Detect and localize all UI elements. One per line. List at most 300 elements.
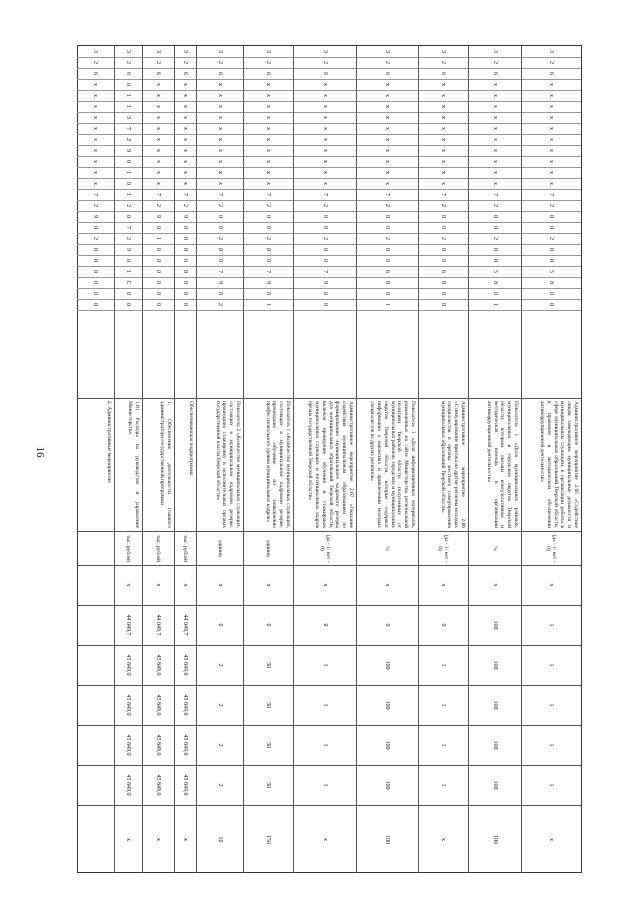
code-cell: 9 [115,145,142,157]
code-cell: 6 [522,68,581,80]
code-cell: 8 [522,277,581,289]
code-cell: 7 [197,266,243,278]
code-cell: х [357,79,418,91]
code-cell: х [357,90,418,102]
code-cell: 0 [294,299,356,311]
classification-codes [469,46,521,399]
code-cell: 6 [294,68,356,80]
value-cell: 45 849,0 [143,765,174,806]
value-cell: х [548,838,555,841]
code-cell: 2 [294,200,356,212]
code-cell: х [469,167,521,179]
code-cell: 0 [197,255,243,267]
code-cell: 0 [419,299,468,311]
code-cell: х [175,123,196,135]
value-cell: х [522,565,581,606]
code-cell: х [294,156,356,168]
value-cell: 44 049,7 [143,605,174,646]
code-cell: х [522,90,581,102]
activity-description: Административное мероприятие 2.06 «Стимулирование притока на другие регионы молодых специалистов в органы местного самоуправления муниципальных образований Тверской области» [419,398,468,532]
code-cell: 2 [469,233,521,245]
code-cell: х [357,145,418,157]
value-cell: 45 849,0 [143,685,174,726]
value-cell: х [469,565,521,606]
code-cell: 0 [244,288,293,300]
unit-of-measure: (да - 1/ нет - 0) [419,532,468,566]
code-cell: х [469,134,521,146]
classification-codes [143,46,174,399]
code-cell: 2 [419,57,468,69]
value-cell: х [440,838,447,841]
code-cell: 2 [115,233,142,245]
value-cell: 1 [294,685,356,726]
code-cell: 0 [522,244,581,256]
code-cell: 0 [419,255,468,267]
code-cell: 2 [197,57,243,69]
code-cell: х [294,123,356,135]
code-cell: х [77,123,114,135]
value-cell: 1 [419,685,468,726]
code-cell: х [77,79,114,91]
code-cell: 0 [175,255,196,267]
code-cell: 2 [197,200,243,212]
code-cell: х [522,156,581,168]
table-row [293,46,356,873]
value-cell [77,645,114,686]
code-cell: 3 [175,46,196,58]
classification-codes [357,46,418,399]
code-cell: х [522,178,581,190]
code-cell: 6 [115,68,142,80]
value-cell: 45 849,0 [143,645,174,686]
value-cell: 100 [469,765,521,806]
code-cell: х [294,90,356,102]
code-cell: х [469,156,521,168]
code-cell: 0 [357,222,418,234]
code-cell: 0 [197,244,243,256]
code-cell: х [143,178,174,190]
code-cell: х [522,167,581,179]
code-cell: х [469,145,521,157]
code-cell: 0 [115,211,142,223]
value-cell: х [125,838,132,841]
page-number: 16 [34,446,46,458]
code-cell: 0 [77,277,114,289]
code-cell: 0 [175,244,196,256]
code-cell: 0 [143,222,174,234]
table-row [196,46,243,873]
code-cell: х [244,156,293,168]
code-cell: 0 [419,288,468,300]
value-cell: 44 049,7 [175,605,196,646]
value-cell [77,725,114,766]
activity-description: 1. Обеспечение деятельности главного администратора государственной программы [143,398,174,532]
value-cell: 0 [197,605,243,646]
code-cell: 2 [522,200,581,212]
code-cell: 1 [115,189,142,201]
code-cell: 3 [197,46,243,58]
code-cell: 0 [115,178,142,190]
value-cell: х [175,565,196,606]
code-cell: х [77,101,114,113]
code-cell: 2 [77,233,114,245]
value-cell [77,605,114,646]
code-cell: х [175,112,196,124]
value-cell: х [294,565,356,606]
code-cell: 7 [522,189,581,201]
code-cell: 3 [115,46,142,58]
code-cell: 2 [77,57,114,69]
code-cell: 7 [115,123,142,135]
code-cell: х [522,123,581,135]
value-cell: 45 849,0 [175,765,196,806]
value-cell: 30 [244,765,293,806]
code-cell: х [143,156,174,168]
value-cell [77,565,114,606]
code-cell: 1 [115,167,142,179]
code-cell: х [175,134,196,146]
code-cell: 6 [357,68,418,80]
code-cell: х [419,145,468,157]
code-cell: 2 [294,233,356,245]
code-cell: 6 [197,68,243,80]
value-cell: 30 [244,725,293,766]
code-cell: 0 [419,222,468,234]
code-cell: 0 [77,299,114,311]
code-cell: х [244,145,293,157]
code-cell: 0 [522,255,581,267]
code-cell: х [469,112,521,124]
value-cell: х [143,565,174,606]
code-cell: х [197,101,243,113]
code-cell: 0 [77,244,114,256]
unit-of-measure: тыс. рублей [143,532,174,566]
code-cell: 2 [175,200,196,212]
code-cell: х [294,167,356,179]
code-cell: 0 [115,288,142,300]
value-cell: х [244,565,293,606]
code-cell: 0 [357,288,418,300]
value-cell: 1 [522,725,581,766]
code-cell: 0 [115,255,142,267]
code-cell: 0 [197,211,243,223]
code-cell: 9 [197,277,243,289]
value-cell: 45 849,0 [115,765,142,806]
code-cell: 3 [357,46,418,58]
code-cell: 2 [115,57,142,69]
value-cell: х [182,838,189,841]
code-cell: х [197,167,243,179]
unit-of-measure: (да - 1/ нет - 0) [294,532,356,566]
classification-codes [244,46,293,399]
unit-of-measure: (да - 1/ нет - 0) [522,532,581,566]
code-cell: х [419,167,468,179]
activity-description: Показатель 1 «Количество муниципальных служащих, состоящих в муниципальном кадровом резерве, прошедших обучение по повышению профессионального уровня муниципальных кадров» [244,398,293,532]
code-cell: 0 [143,266,174,278]
value-cell: 100 [384,835,391,844]
value-cell: 1 [294,645,356,686]
value-cell: х [197,565,243,606]
code-cell: 0 [469,211,521,223]
value-cell: 2 [197,685,243,726]
code-cell: х [357,178,418,190]
code-cell: х [469,178,521,190]
code-cell: 2 [77,200,114,212]
code-cell: х [175,178,196,190]
code-cell: 3 [294,46,356,58]
code-cell: 9 [244,277,293,289]
classification-codes [294,46,356,399]
value-cell [77,685,114,726]
code-cell: 0 [522,222,581,234]
code-cell: 0 [294,211,356,223]
code-cell: 0 [175,233,196,245]
code-cell: 7 [244,266,293,278]
table-row [356,46,418,873]
code-cell: х [143,90,174,102]
value-cell: 100 [357,685,418,726]
code-cell: 6 [244,68,293,80]
code-cell: х [77,112,114,124]
code-cell: 2 [419,200,468,212]
code-cell: х [419,79,468,91]
unit-of-measure: % [469,532,521,566]
code-cell: х [175,101,196,113]
code-cell: 0 [294,244,356,256]
value-cell: 45 849,0 [115,645,142,686]
classification-codes [175,46,196,399]
code-cell: х [244,123,293,135]
code-cell: х [419,112,468,124]
code-cell: 7 [244,189,293,201]
code-cell: 6 [419,266,468,278]
value-cell: 45 849,0 [143,725,174,766]
code-cell: х [77,134,114,146]
code-cell: х [419,134,468,146]
code-cell: 2 [197,299,243,311]
code-cell: х [294,112,356,124]
unit-of-measure: единиц [244,532,293,566]
code-cell: 7 [294,189,356,201]
activity-description: 2. Административные мероприятия [77,398,114,532]
code-cell: 6 [175,68,196,80]
code-cell: х [244,101,293,113]
code-cell: х [419,156,468,168]
code-cell: 0 [357,255,418,267]
unit-of-measure [77,532,114,566]
code-cell: х [294,79,356,91]
code-cell: х [357,101,418,113]
code-cell: 2 [115,134,142,146]
value-cell: 45 849,0 [115,725,142,766]
value-cell: 100 [469,725,521,766]
value-cell [77,765,114,806]
value-cell: 150 [265,835,272,844]
code-cell: 3 [419,46,468,58]
unit-of-measure: тыс. рублей [175,532,196,566]
value-cell: 1 [522,765,581,806]
code-cell: 0 [77,266,114,278]
code-cell: 2 [522,233,581,245]
code-cell: 0 [77,288,114,300]
value-cell: 1 [419,765,468,806]
code-cell: 0 [244,244,293,256]
page-rotator [77,45,582,873]
code-cell: 2 [244,233,293,245]
code-cell: 0 [294,255,356,267]
activity-description: Показатель 1 «Доля муниципальных районов, муниципальных и городских округов Тверской области, которым оказана консультативная и методическая помощь в организации антикоррупционной деятельности» [469,398,521,532]
table-row [521,46,581,873]
activity-description: Показатель 1 «Доля информационных материалов, размещенных на сайте Министерства региональной политики Тверской области, полученных от муниципальных районов, городских и муниципальных округов Тверской области, которые содержат информацию о вакансиях и привлечении молодых специалистов из других регионов» [357,398,418,532]
value-cell: 1 [522,605,581,646]
value-cell: 100 [469,645,521,686]
table-row [114,46,142,873]
code-cell: 2 [175,57,196,69]
code-cell: х [244,134,293,146]
activity-description: Показатель 2 «Количество муниципальных служащих, состоящих в муниципальном кадровом резерве, прошедших стажировку в исполнительных органах государственной власти Тверской области» [197,398,243,532]
code-cell: 6 [419,68,468,80]
unit-of-measure: единиц [197,532,243,566]
value-cell: 30 [244,685,293,726]
code-cell: х [77,178,114,190]
code-cell: 0 [143,288,174,300]
code-cell: х [522,112,581,124]
code-cell: 2 [469,57,521,69]
value-cell: 1 [419,725,468,766]
code-cell: х [77,90,114,102]
code-cell: 7 [357,189,418,201]
code-cell: х [143,145,174,157]
code-cell: х [143,123,174,135]
code-cell: 0 [115,299,142,311]
code-cell: 0 [143,277,174,289]
code-cell: 9 [175,211,196,223]
unit-of-measure: % [357,532,418,566]
code-cell: 1 [469,299,521,311]
activity-description: Административное мероприятие 2.07 «Оказание содействия муниципальным образованиям по формированию муниципального кадрового резерва для муниципальных образований Тверской области, включая проведение обучения и стажировок муниципальных служащих и потенциальных кадров органа государственной Тверской области» [294,398,356,532]
code-cell: х [357,134,418,146]
value-cell: 1 [522,645,581,686]
code-cell: 1 [115,266,142,278]
code-cell: х [357,167,418,179]
value-cell: 10 [217,836,223,843]
activity-description: Обеспечивающая подпрограмма [175,398,196,532]
value-cell: 100 [469,605,521,646]
code-cell: 7 [115,222,142,234]
classification-codes [115,46,142,399]
value-cell: х [115,565,142,606]
code-cell: х [143,101,174,113]
classification-codes [197,46,243,399]
table-row [77,46,114,873]
code-cell: 3 [77,46,114,58]
code-cell: х [419,178,468,190]
code-cell: 2 [469,200,521,212]
code-cell: х [197,145,243,157]
value-cell: 100 [357,765,418,806]
code-cell: С [115,277,142,289]
code-cell: х [143,79,174,91]
code-cell: х [357,123,418,135]
code-cell: 2 [115,200,142,212]
code-cell: 2 [244,57,293,69]
code-cell: х [197,123,243,135]
code-cell: 2 [357,233,418,245]
code-cell: 0 [244,255,293,267]
table-row [142,46,174,873]
code-cell: 2 [522,57,581,69]
code-cell: х [357,156,418,168]
code-cell: 5 [469,266,521,278]
code-cell: х [197,90,243,102]
code-cell: х [197,178,243,190]
value-cell: 1 [522,685,581,726]
value-cell: 0 [419,605,468,646]
code-cell: х [522,134,581,146]
code-cell: 0 [357,244,418,256]
code-cell: 7 [77,189,114,201]
value-cell: 45 849,0 [175,645,196,686]
code-cell: х [175,145,196,157]
code-cell: х [522,79,581,91]
code-cell: 1 [115,101,142,113]
code-cell: 0 [244,211,293,223]
classification-codes [419,46,468,399]
classification-codes [522,46,581,399]
code-cell: 6 [469,68,521,80]
unit-of-measure: тыс. рублей [115,532,142,566]
code-cell: 3 [469,46,521,58]
code-cell: х [469,101,521,113]
code-cell: 6 [77,68,114,80]
value-cell: 100 [357,725,418,766]
code-cell: 0 [294,222,356,234]
code-cell: 6 [357,266,418,278]
table-row [174,46,196,873]
code-cell: х [197,79,243,91]
value-cell: 30 [244,645,293,686]
code-cell: 8 [419,277,468,289]
code-cell: 0 [175,266,196,278]
code-cell: х [197,112,243,124]
code-cell: х [143,112,174,124]
value-cell: 1 [294,765,356,806]
value-cell: х [357,565,418,606]
code-cell: х [77,145,114,157]
code-cell: 0 [77,222,114,234]
code-cell: х [175,90,196,102]
code-cell: 0 [175,288,196,300]
value-cell: х [322,838,328,841]
code-cell: 0 [522,299,581,311]
code-cell: 0 [419,211,468,223]
value-cell: 45 849,0 [115,685,142,726]
code-cell: 3 [244,46,293,58]
code-cell: 2 [357,200,418,212]
code-cell: 9 [115,244,142,256]
value-cell: 100 [357,645,418,686]
code-cell: 0 [143,255,174,267]
value-cell: 45 849,0 [175,725,196,766]
code-cell: 0 [197,288,243,300]
code-cell: 7 [419,189,468,201]
value-cell: х [155,838,162,841]
code-cell: 7 [294,266,356,278]
value-cell: 100 [492,835,498,844]
code-cell: 1 [244,299,293,311]
code-cell: х [419,101,468,113]
code-cell: 7 [469,189,521,201]
